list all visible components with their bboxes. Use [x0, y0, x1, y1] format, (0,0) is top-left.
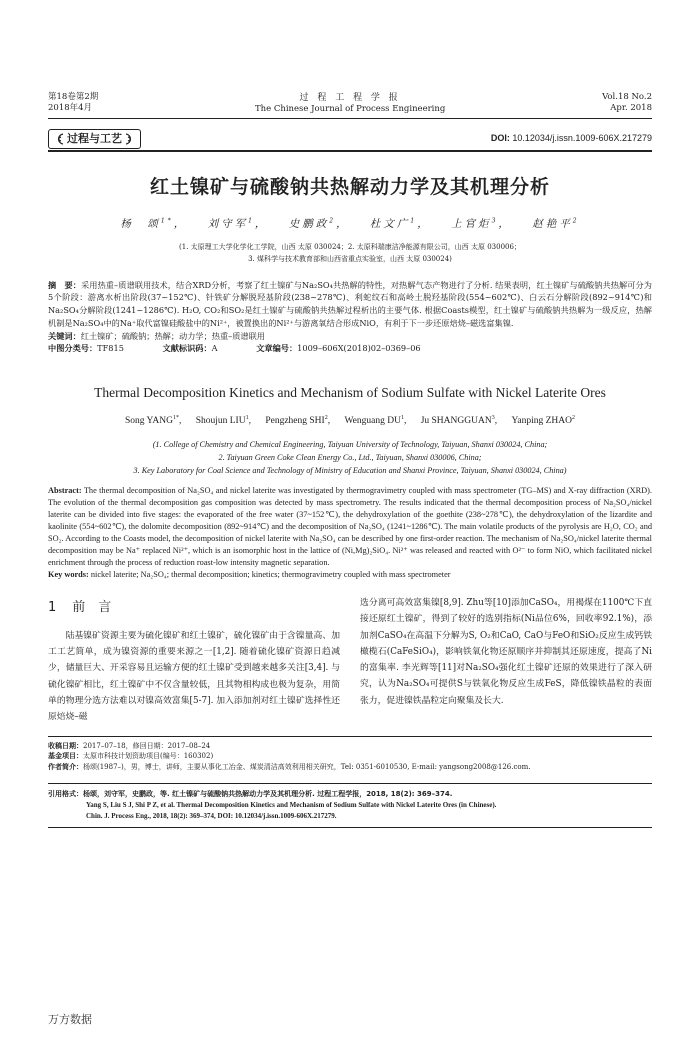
funding: 太原市科技计划资助项目(编号：160302): [83, 752, 214, 761]
affiliation-line: (1. 太原理工大学化学化工学院，山西 太原 030024；2. 太原科瑞康洁净能源有限公司，山西 太原 030006；: [179, 243, 521, 252]
affiliations-en: [48, 438, 652, 477]
header-right: [602, 92, 652, 115]
author-en: Pengzheng SHI$^2$,: [265, 414, 331, 426]
doi-label: DOI:: [490, 133, 510, 144]
body-paragraph: 陆基镍矿资源主要为硫化镍矿和红土镍矿，硫化镍矿由于含镍量高、加工工艺简单，成为镍资源的重要来源之一[1,2]. 随着硫化镍矿资源日趋减少，储量巨大、开采容易且运输方便的红土镍矿受到越来越多关注[3,4]. 与硫化镍矿相比，红土镍矿中不仅含量较低，且其物相构成也极为复杂，用简单的物理分选方法难以对镍高效富集[5-7]. 加入添加剂对红土镍矿选择性还原焙烧–磁: [48, 630, 340, 723]
author-en: Wenguang $DU^1$,: [344, 414, 407, 426]
date-en: Apr. 2018: [610, 103, 652, 114]
running-header: [48, 0, 652, 116]
citation-en-line: Yang S, Liu S J, Shi P Z, et al. Thermal Decomposition Kinetics and Mechanism of Sodium Sulfate with Nickel Laterite Ores (in Chinese).: [86, 800, 497, 809]
citation-cn: 杨颂，刘守军，史鹏政，等. 红土镍矿与硫酸钠共热解动力学及其机理分析. 过程工程学报，2018, 18(2): 369–374.: [83, 790, 453, 799]
keywords-en-label: Key words:: [48, 570, 89, 580]
column-left: [48, 595, 340, 725]
section-badge: [48, 129, 141, 149]
doc-code-value: A: [211, 343, 218, 354]
abstract-en: [48, 485, 652, 569]
authors-cn: [48, 217, 652, 232]
author-cn: 杜文广$^1$，: [369, 217, 431, 231]
date-cn: 2018年4月: [48, 103, 93, 114]
abstract-en-label: Abstract:: [48, 485, 82, 495]
title-en: Thermal Decomposition Kinetics and Mechanism of Sodium Sulfate with Nickel Laterite Ores: [94, 385, 606, 401]
affiliation-line: 3. Key Laboratory for Coal Science and Technology of Ministry of Education and Shanxi Province, Taiyuan, Shanxi 030024, China): [133, 465, 567, 475]
flourish-right-icon: [125, 133, 134, 145]
affiliations-cn: [48, 242, 652, 264]
citation-en-line: Chin. J. Process Eng., 2018, 18(2): 369–374, DOI: 10.12034/j.issn.1009-606X.217279.: [86, 811, 337, 820]
author-bio: 杨颂(1987–)，男，博士，讲师，主要从事化工冶金、煤炭清洁高效利用相关研究，Tel: 0351-6010530, E-mail: yangsong2008@126.com.: [83, 763, 531, 772]
author-cn: 刘守军$^1$，: [207, 217, 269, 231]
doi-value[interactable]: 10.12034/j.issn.1009-606X.217279: [512, 133, 652, 144]
keywords-cn: [48, 331, 652, 343]
footnote: 收稿日期：2017–07–18，修回日期：2017–08–24 基金项目：太原市科技计划资助项目(编号：160302) 作者简介：杨颂(1987–)，男，博士，讲师，主要从事化工冶金、煤炭清洁高效利用相关研究，Tel: 0351-6010530, E-mail: yangsong2008@126.com.: [48, 736, 652, 774]
header-left: [48, 92, 98, 115]
volume-en: Vol.18 No.2: [602, 92, 652, 102]
affiliation-line: 2. Taiyuan Green Coke Clean Energy Co., Ltd., Taiyuan, Shanxi 030006, China;: [218, 452, 482, 462]
section-badge-label: 过程与工艺: [67, 131, 122, 145]
flourish-left-icon: [55, 133, 64, 145]
header-rule: [48, 118, 652, 119]
section-number: 1: [48, 600, 57, 616]
keywords-en: [48, 569, 652, 581]
clc-value: TF815: [97, 343, 124, 354]
volume-cn: 第18卷第2期: [48, 92, 99, 102]
author-en: Song $YANG^{1*}$,: [125, 414, 182, 426]
watermark: 万方数据: [48, 1013, 92, 1026]
abstract-cn: [48, 279, 652, 330]
keywords-cn-label: 关键词：: [48, 330, 81, 341]
body-paragraph: 选分离可高效富集镍[8,9]. Zhu等[10]添加CaSO₄，用褐煤在1100℃下直接还原红土镍矿，得到了较好的选别指标(Ni品位6%，回收率92.1%)，添加剂CaSO₄在高温下分解为S, O₂和CaO, CaO与FeO和SiO₂反应生成钙铁橄榄石(CaFeSiO₄)，影响铁氧化物还原顺序并抑制其还原速度，提高了Ni的富集率. 李光辉等[11]对Na₂SO₄强化红土镍矿还原的效果进行了深入研究，认为Na₂SO₄可提供S与铁氧化物反应生成FeS，降低镍铁晶粒的表面张力，促进镍铁晶粒定向聚集及长大.: [360, 598, 652, 706]
journal-name-cn: 过 程 工 程 学 报: [299, 93, 401, 103]
citation-box: [48, 783, 652, 828]
keywords-en-text: nickel laterite; Na₂SO₄; thermal decomposition; kinetics; thermogravimetry coupled with mass spectrometer: [90, 570, 451, 580]
title-cn: 红土镍矿与硫酸钠共热解动力学及其机理分析: [149, 175, 550, 198]
header-center: [255, 92, 445, 116]
column-right: [360, 595, 652, 725]
classification-line: 中图分类号：TF815 文献标识码：A 文章编号：1009–606X(2018)02–0369–06: [48, 343, 421, 354]
body-columns: [48, 595, 652, 725]
author-cn: 杨 颂$^{1*}$，: [120, 217, 188, 231]
section-rule: [48, 150, 652, 152]
doi: [491, 132, 652, 145]
abstract-en-text: The thermal decomposition of Na₂SO₄ and nickel laterite was investigated by thermogravimetry coupled with mass spectrometer (TG–MS) and X-ray diffraction (XRD). The evolution of the thermal decomposition gas composition was detected by mass spectrometry. The results indicated that the thermal decomposition process of Na₂SO₄/nickel laterite can be divided into five stages: the evaporated of the free water (37~152℃), the dehydroxylation of the goethite (238~278℃), the dehydroxylation of the lizardite and kaolinite (554~602℃), the dolomite decomposition (892~914℃) and the decomposition of Na₂SO₄ (1241~1286℃). The main volatile products of the pyrolysis are H₂O, CO₂ and SO₂. According to the Coasts model, the decomposition of nickel laterite with Na₂SO₄ can be described by one first-order reaction. The mechanism of Na₂SO₄/nickel laterite thermal decomposition may be Na⁺ replaced Ni²⁺, which is an isomorphic host in the lattice of (Ni,Mg)₂SiO₄. Ni²⁺ was released and reacted with O²⁻ to form NiO, which facilitated nickel enrichment through the process of reduction roast-low intensity magnetic separation.: [48, 485, 652, 568]
journal-name-en: The Chinese Journal of Process Engineering: [254, 104, 446, 115]
received-dates: 2017–07–18，修回日期：2017–08–24: [83, 741, 211, 750]
article-number-value: 1009–606X(2018)02–0369–06: [297, 343, 421, 354]
author-en: Ju SHANGGUAN$^3$,: [420, 414, 498, 426]
abstract-cn-text: 采用热重–质谱联用技术，结合XRD分析，考察了红土镍矿与Na₂SO₄共热解的特性，对热解气态产物进行了分析. 结果表明，红土镍矿与硫酸钠共热解可分为5个阶段：游离水析出阶段(37~152℃)、针铁矿分解脱羟基阶段(238~278℃)、利蛇纹石和高岭土脱羟基阶段(554~602℃)、白云石分解阶段(892~914℃)和Na₂SO₄分解阶段(1241~1286℃). H₂O, CO₂和SO₂是红土镍矿与硫酸钠共热解过程析出的主要气体. 根据Coasts模型，红土镍矿与硫酸钠共热解为一级反应，热解机制是Na₂SO₄中的Na⁺取代富镍硅酸盐中的Ni²⁺，被置换出的Ni²⁺与游离氧结合形成NiO，有利于下一步还原焙烧–磁选富集镍.: [48, 279, 652, 328]
authors-en: [48, 415, 652, 429]
abstract-cn-label: 摘 要：: [48, 279, 82, 290]
author-cn: 赵艳平$^2$: [532, 217, 580, 231]
affiliation-line: (1. College of Chemistry and Chemical Engineering, Taiyuan University of Technology, Taiyuan, Shanxi 030024, China;: [152, 439, 548, 449]
author-cn: 上官炬$^3$，: [451, 217, 512, 231]
author-en: Yanping ZHAO$^2$: [511, 414, 575, 426]
author-en: Shoujun LIU$^1$,: [195, 414, 251, 426]
author-cn: 史鹏政$^2$，: [288, 217, 350, 231]
citation-label: 引用格式：: [48, 790, 83, 799]
section-title: 前 言: [72, 600, 112, 616]
affiliation-line: 3. 煤科学与技术教育部和山西省重点实验室，山西 太原 030024): [248, 254, 452, 263]
keywords-cn-text: 红土镍矿；硫酸钠；热解；动力学；热重–质谱联用: [80, 330, 265, 341]
section-row: [48, 129, 652, 149]
section-heading: [48, 599, 340, 618]
